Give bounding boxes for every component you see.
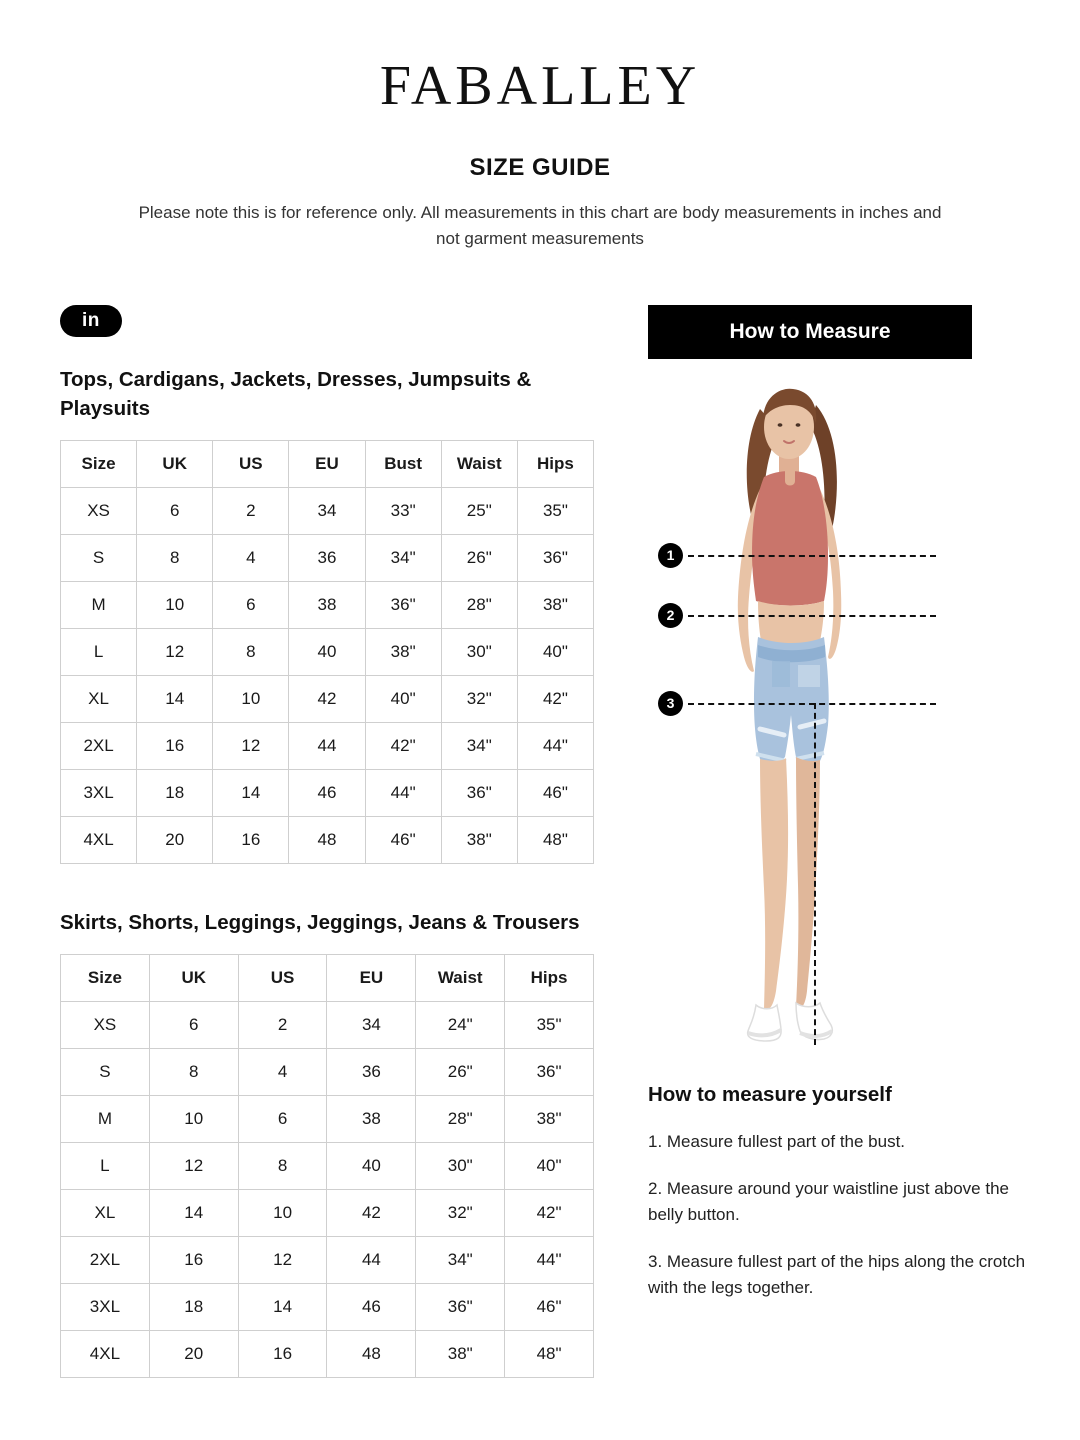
cell: 42" [365, 723, 441, 770]
column-header: Bust [365, 441, 441, 488]
column-header: Waist [441, 441, 517, 488]
table-row [61, 1048, 594, 1095]
table-row [61, 629, 594, 676]
page-title: SIZE GUIDE [469, 154, 611, 181]
cell: XS [61, 1001, 150, 1048]
table-header-row [61, 954, 594, 1001]
cell: 44 [327, 1236, 416, 1283]
cell: 40 [289, 629, 365, 676]
cell: 40 [327, 1142, 416, 1189]
cell: 16 [238, 1330, 327, 1377]
tops-size-table [60, 440, 594, 864]
cell: 38 [327, 1095, 416, 1142]
cell: 14 [213, 770, 289, 817]
cell: 35" [505, 1001, 594, 1048]
cell: 42 [289, 676, 365, 723]
column-header: Hips [505, 954, 594, 1001]
table-row [61, 1189, 594, 1236]
table-row [61, 817, 594, 864]
cell: 16 [149, 1236, 238, 1283]
cell: M [61, 1095, 150, 1142]
cell: 18 [149, 1283, 238, 1330]
cell: 28" [441, 582, 517, 629]
cell: 4XL [61, 817, 137, 864]
cell: L [61, 1142, 150, 1189]
cell: 2XL [61, 723, 137, 770]
column-header: UK [149, 954, 238, 1001]
cell: 36" [517, 535, 593, 582]
cell: 4 [238, 1048, 327, 1095]
cell: 2 [213, 488, 289, 535]
cell: 20 [137, 817, 213, 864]
cell: 38" [416, 1330, 505, 1377]
cell: 46" [505, 1283, 594, 1330]
table-row [61, 582, 594, 629]
cell: XL [61, 1189, 150, 1236]
cell: 36" [505, 1048, 594, 1095]
column-header: Hips [517, 441, 593, 488]
table-row [61, 1001, 594, 1048]
cell: 24" [416, 1001, 505, 1048]
cell: 38" [441, 817, 517, 864]
table-header-row [61, 441, 594, 488]
bust-measure-line [688, 555, 936, 557]
hips-measure-line [688, 703, 936, 705]
cell: L [61, 629, 137, 676]
cell: 26" [441, 535, 517, 582]
cell: S [61, 1048, 150, 1095]
cell: 44 [289, 723, 365, 770]
table-row [61, 488, 594, 535]
measurement-note: Please note this is for reference only. All measurements in this chart are body measurements in inches and not garment measurements [138, 203, 942, 249]
cell: 34" [365, 535, 441, 582]
cell: 40" [365, 676, 441, 723]
cell: 6 [149, 1001, 238, 1048]
cell: 44" [365, 770, 441, 817]
cell: 12 [238, 1236, 327, 1283]
cell: 8 [213, 629, 289, 676]
cell: 36 [289, 535, 365, 582]
table-row [61, 770, 594, 817]
cell: 4XL [61, 1330, 150, 1377]
table-row [61, 1142, 594, 1189]
cell: 3XL [61, 770, 137, 817]
cell: 3XL [61, 1283, 150, 1330]
brand-logo: FABALLEY [379, 55, 701, 117]
cell: 32" [416, 1189, 505, 1236]
measure-step-1: 1. Measure fullest part of the bust. [648, 1131, 906, 1151]
cell: 4 [213, 535, 289, 582]
table-row [61, 1095, 594, 1142]
cell: 36 [327, 1048, 416, 1095]
measure-step-3: 3. Measure fullest part of the hips along the crotch with the legs together. [648, 1252, 1026, 1297]
column-header: US [238, 954, 327, 1001]
measure-yourself-title: How to measure yourself [648, 1082, 892, 1106]
center-vertical-line [814, 703, 816, 1045]
column-header: Size [61, 441, 137, 488]
cell: 30" [416, 1142, 505, 1189]
table-row [61, 535, 594, 582]
cell: 44" [505, 1236, 594, 1283]
cell: 36" [441, 770, 517, 817]
cell: 33" [365, 488, 441, 535]
bottoms-table-heading: Skirts, Shorts, Leggings, Jeggings, Jeans & Trousers [60, 911, 580, 935]
cell: 48 [289, 817, 365, 864]
tables-column [60, 305, 600, 1378]
cell: S [61, 535, 137, 582]
marker-2-waist: 2 [658, 603, 683, 628]
cell: 2XL [61, 1236, 150, 1283]
column-header: UK [137, 441, 213, 488]
model-figure [648, 369, 1028, 1069]
cell: 10 [149, 1095, 238, 1142]
column-header: Size [61, 954, 150, 1001]
table-row [61, 1330, 594, 1377]
column-header: EU [289, 441, 365, 488]
content-columns [60, 305, 1026, 1378]
model-illustration-svg [648, 369, 1028, 1069]
waist-measure-line [688, 615, 936, 617]
cell: 36" [416, 1283, 505, 1330]
cell: 46" [365, 817, 441, 864]
unit-badge[interactable]: in [60, 305, 122, 337]
cell: 46 [327, 1283, 416, 1330]
cell: 14 [149, 1189, 238, 1236]
cell: 18 [137, 770, 213, 817]
marker-1-bust: 1 [658, 543, 683, 568]
cell: 48" [517, 817, 593, 864]
cell: 34" [441, 723, 517, 770]
measure-step-2: 2. Measure around your waistline just above the belly button. [648, 1179, 1009, 1224]
cell: 25" [441, 488, 517, 535]
how-to-measure-column [648, 305, 1028, 1378]
cell: XS [61, 488, 137, 535]
bottoms-size-table [60, 954, 594, 1378]
cell: 40" [517, 629, 593, 676]
cell: 12 [213, 723, 289, 770]
cell: 42 [327, 1189, 416, 1236]
cell: 6 [238, 1095, 327, 1142]
cell: 42" [517, 676, 593, 723]
column-header: EU [327, 954, 416, 1001]
table-row [61, 676, 594, 723]
cell: M [61, 582, 137, 629]
cell: 34" [416, 1236, 505, 1283]
cell: 48 [327, 1330, 416, 1377]
cell: 46 [289, 770, 365, 817]
cell: 10 [238, 1189, 327, 1236]
column-header: US [213, 441, 289, 488]
cell: 42" [505, 1189, 594, 1236]
cell: 20 [149, 1330, 238, 1377]
cell: 38 [289, 582, 365, 629]
cell: 14 [238, 1283, 327, 1330]
cell: 36" [365, 582, 441, 629]
cell: 40" [505, 1142, 594, 1189]
how-to-measure-bar: How to Measure [648, 305, 972, 359]
cell: 28" [416, 1095, 505, 1142]
cell: 10 [137, 582, 213, 629]
cell: 38" [505, 1095, 594, 1142]
cell: 8 [238, 1142, 327, 1189]
cell: 46" [517, 770, 593, 817]
cell: 38" [517, 582, 593, 629]
marker-3-hips: 3 [658, 691, 683, 716]
cell: 32" [441, 676, 517, 723]
cell: 38" [365, 629, 441, 676]
cell: 34 [289, 488, 365, 535]
tops-table-heading: Tops, Cardigans, Jackets, Dresses, Jumpsuits & Playsuits [60, 367, 532, 421]
cell: 2 [238, 1001, 327, 1048]
cell: 35" [517, 488, 593, 535]
cell: 14 [137, 676, 213, 723]
cell: 30" [441, 629, 517, 676]
cell: 34 [327, 1001, 416, 1048]
cell: 48" [505, 1330, 594, 1377]
cell: 12 [149, 1142, 238, 1189]
column-header: Waist [416, 954, 505, 1001]
cell: 6 [137, 488, 213, 535]
cell: 16 [213, 817, 289, 864]
cell: 16 [137, 723, 213, 770]
cell: 12 [137, 629, 213, 676]
cell: 8 [137, 535, 213, 582]
table-row [61, 1236, 594, 1283]
cell: 26" [416, 1048, 505, 1095]
cell: 44" [517, 723, 593, 770]
cell: 10 [213, 676, 289, 723]
cell: 6 [213, 582, 289, 629]
table-row [61, 1283, 594, 1330]
cell: 8 [149, 1048, 238, 1095]
cell: XL [61, 676, 137, 723]
table-row [61, 723, 594, 770]
